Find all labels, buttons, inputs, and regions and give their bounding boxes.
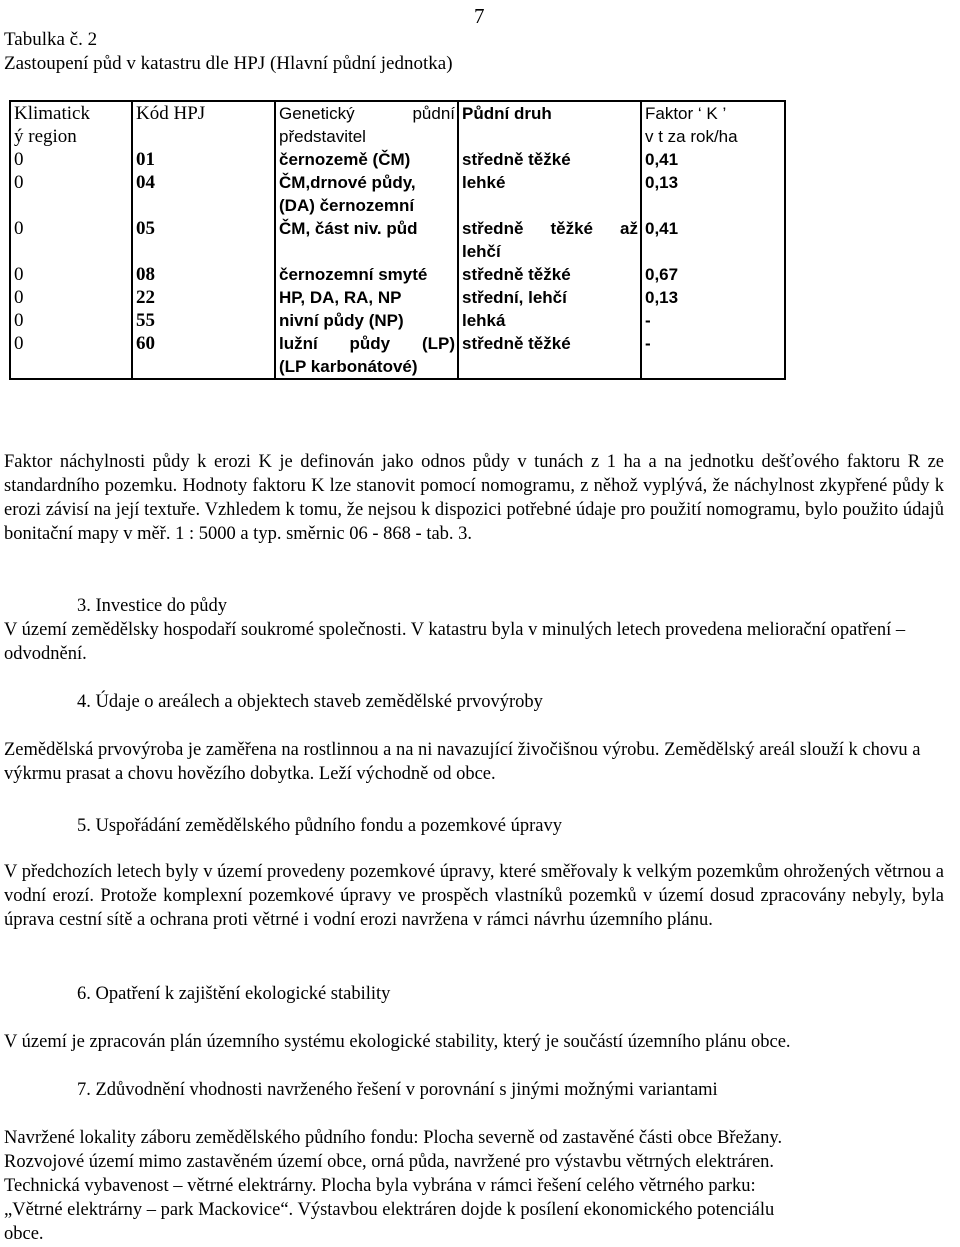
cell-text: lužní půdy (LP): [279, 334, 455, 353]
paragraph-line: obce.: [4, 1224, 44, 1244]
cell-factor: 0,41: [641, 217, 785, 263]
cell-text: černozemní smyté: [279, 265, 428, 284]
cell-region: 0: [10, 171, 132, 217]
cell-genetic: [275, 171, 458, 217]
table-caption-label: Tabulka č. 2: [4, 29, 98, 50]
paragraph-text: V území je zpracován plán územního systému ekologické stability, který je součástí územního plánu obce.: [4, 1032, 791, 1052]
cell-text: ČM, část niv. půd: [279, 219, 418, 238]
cell-genetic: [275, 217, 458, 263]
paragraph-k-factor: [4, 450, 944, 546]
cell-code: 08: [132, 263, 275, 286]
cell-type: [458, 332, 641, 379]
cell-region: 0: [10, 332, 132, 379]
section-text-6: [4, 1030, 944, 1054]
cell-code: 22: [132, 286, 275, 309]
section-heading-3: 3. Investice do půdy: [77, 596, 228, 616]
cell-factor: 0,13: [641, 286, 785, 309]
table-row: [10, 286, 785, 309]
cell-genetic: [275, 309, 458, 332]
header-climatic-region: [10, 101, 132, 148]
cell-code: 01: [132, 148, 275, 171]
cell-text: středně těžké: [462, 265, 571, 284]
cell-region: 0: [10, 263, 132, 286]
cell-text: lehké: [462, 173, 506, 192]
cell-factor: 0,13: [641, 171, 785, 217]
table-row: [10, 171, 785, 217]
cell-code: 55: [132, 309, 275, 332]
table-row: [10, 332, 785, 379]
section-heading-6: 6. Opatření k zajištění ekologické stability: [77, 984, 391, 1004]
paragraph-line: Rozvojové území mimo zastavěném území obce, orná půda, navržené pro výstavbu větrných elektráren.: [4, 1152, 775, 1172]
cell-text: (LP karbonátové): [279, 357, 418, 376]
cell-text: středně těžké: [462, 150, 571, 169]
cell-type: [458, 286, 641, 309]
cell-text: středně těžké až: [462, 219, 638, 238]
header-text: Kód HPJ: [136, 103, 206, 124]
section-text-5: [4, 860, 944, 932]
header-text: Genetický půdní: [279, 104, 455, 123]
header-text: ý region: [14, 126, 77, 147]
cell-text: HP, DA, RA, NP: [279, 288, 402, 307]
table-row: [10, 309, 785, 332]
cell-code: 04: [132, 171, 275, 217]
section-text-7: [4, 1126, 944, 1246]
table-row: [10, 148, 785, 171]
paragraph-line: Navržené lokality záboru zemědělského půdního fondu: Plocha severně od zastavěné části obce Břežany.: [4, 1128, 783, 1148]
cell-text: středně těžké: [462, 334, 571, 353]
cell-region: 0: [10, 148, 132, 171]
cell-factor: -: [641, 332, 785, 379]
header-factor-k: [641, 101, 785, 148]
paragraph-line: „Větrné elektrárny – park Mackovice“. Výstavbou elektráren dojde k posílení ekonomického potenciálu: [4, 1200, 775, 1220]
cell-factor: 0,67: [641, 263, 785, 286]
section-text-3: [4, 618, 944, 666]
cell-type: [458, 263, 641, 286]
paragraph-text: Zemědělská prvovýroba je zaměřena na rostlinnou a na ni navazující živočišnou výrobu. Zemědělský areál slouží k chovu a výkrmu prasat a chovu hovězího dobytka. Leží východně od obce.: [4, 740, 921, 784]
paragraph-text: V území zemědělsky hospodaří soukromé společnosti. V katastru byla v minulých letech provedena meliorační opatření – odvodnění.: [4, 620, 906, 664]
cell-code: 60: [132, 332, 275, 379]
cell-type: [458, 217, 641, 263]
header-text: Půdní druh: [462, 104, 552, 123]
cell-region: 0: [10, 309, 132, 332]
paragraph-text: V předchozích letech byly v území provedeny pozemkové úpravy, které směřovaly k velkým pozemkům ohrožených větrnou a vodní erozí. Protože komplexní pozemkové úpravy ve prospěch vlastníků pozemků v území dosud zpracovány nebyly, byla úprava cestní sítě a ochrana proti větrné i vodní erozi navržena v rámci návrhu územního plánu.: [4, 862, 944, 930]
cell-region: 0: [10, 286, 132, 309]
header-soil-type: [458, 101, 641, 148]
header-genetic: [275, 101, 458, 148]
header-text: Faktor ‘ K ’: [645, 104, 727, 123]
table-caption-title: Zastoupení půd v katastru dle HPJ (Hlavní půdní jednotka): [4, 53, 453, 74]
cell-genetic: [275, 332, 458, 379]
cell-code: 05: [132, 217, 275, 263]
cell-region: 0: [10, 217, 132, 263]
header-text: Klimatick: [14, 103, 90, 124]
cell-text: nivní půdy (NP): [279, 311, 404, 330]
cell-type: [458, 171, 641, 217]
cell-genetic: [275, 148, 458, 171]
section-text-4: [4, 738, 944, 786]
page-number: 7: [474, 4, 485, 28]
section-heading-7: 7. Zdůvodnění vhodnosti navrženého řešení v porovnání s jinými možnými variantami: [77, 1080, 718, 1100]
header-text: představitel: [279, 127, 366, 146]
table-header-row: [10, 101, 785, 148]
cell-text: ČM,drnové půdy,: [279, 173, 416, 192]
section-heading-5: 5. Uspořádání zemědělského půdního fondu a pozemkové úpravy: [77, 816, 562, 836]
hpj-table: [9, 100, 786, 380]
cell-type: [458, 148, 641, 171]
header-text: v t za rok/ha: [645, 127, 738, 146]
cell-text: černozemě (ČM): [279, 150, 411, 169]
paragraph-text: Faktor náchylnosti půdy k erozi K je definován jako odnos půdy v tunách z 1 ha a na jednotku dešťového faktoru R ze standardního pozemku. Hodnoty faktoru K lze stanovit pomocí nomogramu, z něhož vyplývá, že náchylnost zkypřené půdy k erozi závisí na její textuře. Vzhledem k tomu, že nejsou k dispozici potřebné údaje pro použití nomogramu, bylo použito údajů bonitační mapy v měř. 1 : 5000 a typ. směrnic 06 - 868 - tab. 3.: [4, 452, 944, 544]
table-row: [10, 263, 785, 286]
cell-factor: -: [641, 309, 785, 332]
cell-genetic: [275, 263, 458, 286]
paragraph-line: Technická vybavenost – větrné elektrárny. Plocha byla vybrána v rámci řešení celého větrného parku:: [4, 1176, 756, 1196]
cell-text: lehčí: [462, 242, 501, 261]
table-row: [10, 217, 785, 263]
cell-type: [458, 309, 641, 332]
cell-factor: 0,41: [641, 148, 785, 171]
cell-text: (DA) černozemní: [279, 196, 415, 215]
header-hpj-code: [132, 101, 275, 148]
cell-genetic: [275, 286, 458, 309]
cell-text: střední, lehčí: [462, 288, 567, 307]
section-heading-4: 4. Údaje o areálech a objektech staveb zemědělské prvovýroby: [77, 692, 543, 712]
cell-text: lehká: [462, 311, 506, 330]
